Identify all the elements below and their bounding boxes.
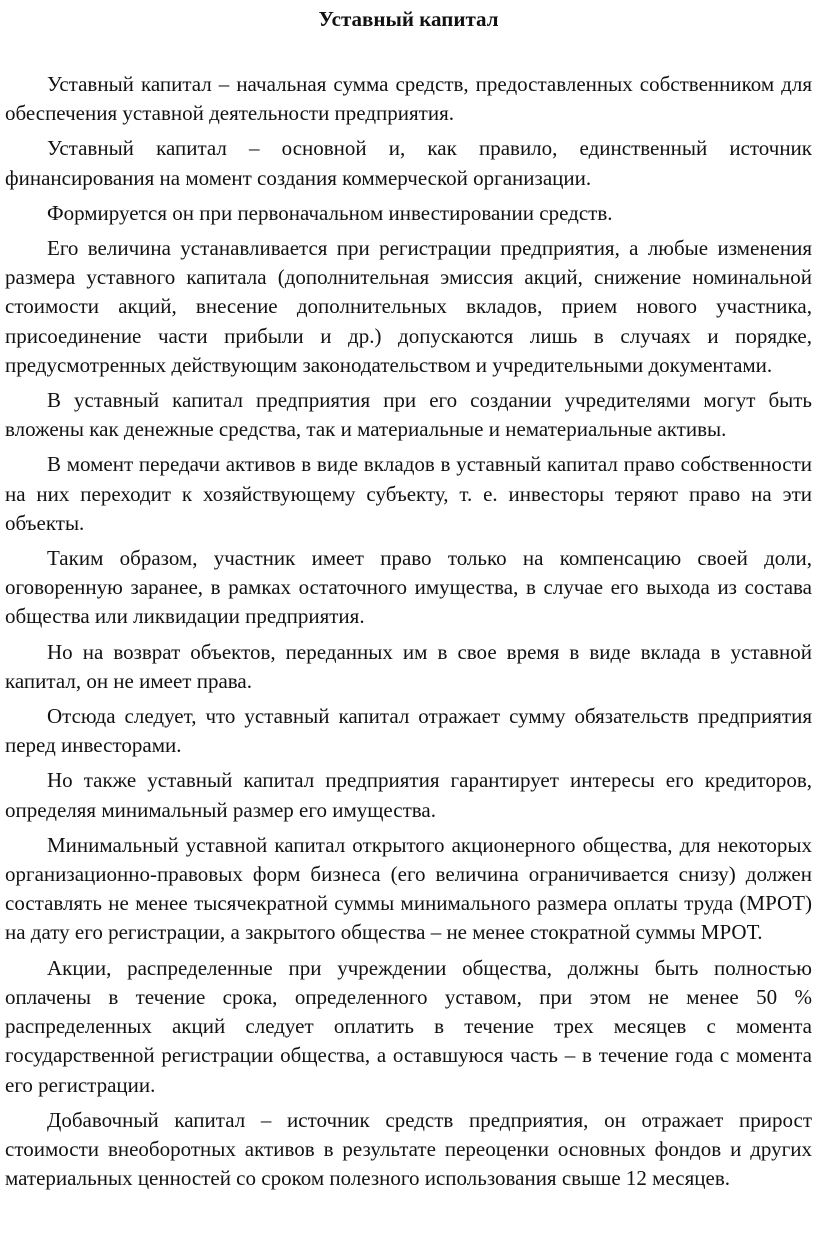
paragraph-10: Но также уставный капитал предприятия гарантирует интересы его кредиторов, определяя минимальный размер его имущества. (5, 768, 812, 822)
paragraph-2: Уставный капитал – основной и, как правило, единственный источник финансирования на момент создания коммерческой организации. (5, 136, 812, 190)
document-page (5, 0, 812, 1199)
paragraph-13: Добавочный капитал – источник средств предприятия, он отражает прирост стоимости внеоборотных активов в результате переоценки основных фондов и других материальных ценностей со сроком полезного использования свыше 12 месяцев. (5, 1107, 812, 1191)
paragraph-12: Акции, распределенные при учреждении общества, должны быть полностью оплачены в течение срока, определенного уставом, при этом не менее 50 % распределенных акций следует оплатить в течение трех месяцев с момента государственной регистрации общества, а оставшуюся часть – в течение года с момента его регистрации. (5, 955, 812, 1097)
paragraph-1: Уставный капитал – начальная сумма средств, предоставленных собственником для обеспечения уставной деятельности предприятия. (5, 72, 812, 126)
document-title: Уставный капитал (318, 7, 499, 31)
paragraph-7: Таким образом, участник имеет право только на компенсацию своей доли, оговоренную заранее, в рамках остаточного имущества, в случае его выхода из состава общества или ликвидации предприятия. (5, 546, 812, 629)
paragraph-5: В уставный капитал предприятия при его создании учредителями могут быть вложены как денежные средства, так и материальные и нематериальные активы. (5, 388, 812, 442)
paragraph-6: В момент передачи активов в виде вкладов в уставный капитал право собственности на них переходит к хозяйствующему субъекту, т. е. инвесторы теряют право на эти объекты. (5, 452, 812, 535)
paragraph-9: Отсюда следует, что уставный капитал отражает сумму обязательств предприятия перед инвесторами. (5, 704, 812, 758)
paragraph-4: Его величина устанавливается при регистрации предприятия, а любые изменения размера уставного капитала (дополнительная эмиссия акций, снижение номинальной стоимости акций, внесение дополнительных вкладов, прием нового участника, присоединение части прибыли и др.) допускаются лишь в случаях и порядке, предусмотренных действующим законодательством и учредительными документами. (5, 236, 812, 377)
paragraph-8: Но на возврат объектов, переданных им в свое время в виде вклада в уставной капитал, он не имеет права. (5, 639, 812, 693)
title-spacer (5, 34, 812, 70)
paragraph-11: Минимальный уставной капитал открытого акционерного общества, для некоторых организационно-правовых форм бизнеса (его величина ограничивается снизу) должен составлять не менее тысячекратной суммы минимального размера оплаты труда (МРОТ) на дату его регистрации, а закрытого общества – не менее стократной суммы МРОТ. (5, 832, 812, 945)
paragraph-3: Формируется он при первоначальном инвестировании средств. (47, 200, 613, 225)
